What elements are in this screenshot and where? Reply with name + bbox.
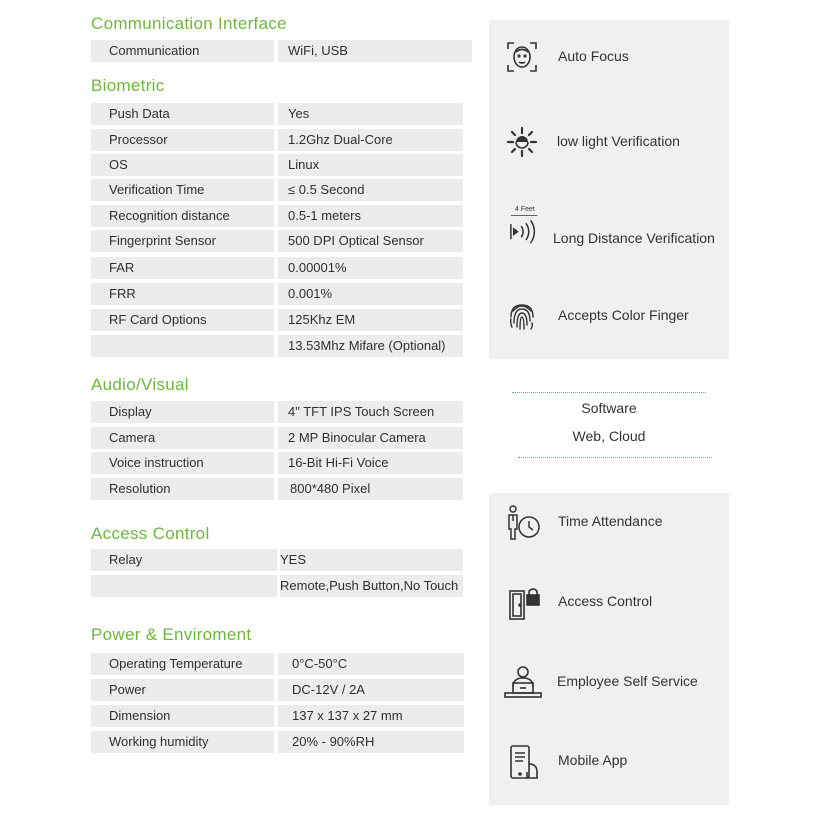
spec-value: 20% - 90%RH <box>278 731 464 753</box>
employee-desk-icon <box>503 665 543 701</box>
spec-label: OS <box>91 154 274 176</box>
spec-label: Working humidity <box>91 731 274 753</box>
spec-value: 0.001% <box>278 283 463 305</box>
spec-value: 125Khz EM <box>278 309 463 331</box>
spec-label: Camera <box>91 427 274 449</box>
feature-label: Long Distance Verification <box>553 230 715 246</box>
distance-caption: 4 Feet <box>515 206 535 213</box>
spec-label: Voice instruction <box>91 452 274 474</box>
spec-label: Dimension <box>91 705 274 727</box>
feature-label: Accepts Color Finger <box>558 307 689 323</box>
section-title-communication: Communication Interface <box>91 14 287 33</box>
software-label: Software <box>581 400 637 416</box>
spec-value: DC-12V / 2A <box>278 679 464 701</box>
spec-value: 1.2Ghz Dual-Core <box>278 129 463 151</box>
mobile-app-icon <box>507 744 541 780</box>
spec-value: 16-Bit Hi-Fi Voice <box>278 452 463 474</box>
software-divider-top <box>512 392 706 393</box>
spec-label: Display <box>91 401 274 423</box>
feature-employee-self-service <box>489 663 729 703</box>
low-light-icon <box>505 125 539 159</box>
fingerprint-icon <box>505 299 539 333</box>
section-title-power: Power & Enviroment <box>91 625 252 644</box>
feature-mobile-app <box>489 742 729 782</box>
spec-value: Yes <box>278 103 463 125</box>
section-title-audio-visual: Audio/Visual <box>91 375 189 394</box>
section-title-access-control: Access Control <box>91 524 210 543</box>
spec-value: 0.00001% <box>278 257 463 279</box>
spec-label: Relay <box>91 549 277 571</box>
section-title-biometric: Biometric <box>91 76 165 95</box>
face-focus-icon <box>505 40 539 74</box>
spec-value: 800*480 Pixel <box>278 478 463 500</box>
spec-label: Fingerprint Sensor <box>91 230 274 252</box>
spec-label: Power <box>91 679 274 701</box>
spec-value: 0.5-1 meters <box>278 205 463 227</box>
feature-access-control <box>489 583 729 623</box>
spec-value: ≤ 0.5 Second <box>278 179 463 201</box>
features-panel-top <box>489 20 729 359</box>
spec-value: Linux <box>278 154 463 176</box>
spec-value: WiFi, USB <box>278 40 472 62</box>
feature-label: low light Verification <box>557 133 680 149</box>
feature-auto-focus <box>489 38 729 78</box>
spec-label: Communication <box>91 40 274 62</box>
feature-label: Access Control <box>558 593 653 609</box>
feature-label: Time Attendance <box>558 513 663 529</box>
access-door-icon <box>507 585 543 621</box>
spec-value: 2 MP Binocular Camera <box>278 427 463 449</box>
spec-value: YES <box>280 549 463 571</box>
spec-label: FRR <box>91 283 274 305</box>
spec-label: Verification Time <box>91 179 274 201</box>
spec-label: Recognition distance <box>91 205 274 227</box>
software-divider-bottom <box>518 457 712 458</box>
features-panel-bottom <box>489 493 729 805</box>
feature-low-light <box>489 123 729 163</box>
spec-value: 13.53Mhz Mifare (Optional) <box>278 335 463 357</box>
software-value: Web, Cloud <box>572 428 646 444</box>
feature-label: Auto Focus <box>558 48 629 64</box>
spec-label <box>91 335 274 357</box>
spec-value: 500 DPI Optical Sensor <box>278 230 463 252</box>
spec-label: FAR <box>91 257 274 279</box>
feature-long-distance <box>489 206 729 246</box>
spec-value: 0°C-50°C <box>278 653 464 675</box>
spec-value: Remote,Push Button,No Touch <box>280 575 463 597</box>
spec-value: 137 x 137 x 27 mm <box>278 705 464 727</box>
feature-time-attendance <box>489 503 729 543</box>
spec-value: 4" TFT IPS Touch Screen <box>278 401 463 423</box>
feature-label: Mobile App <box>558 752 628 768</box>
spec-label: Resolution <box>91 478 274 500</box>
spec-label: Processor <box>91 129 274 151</box>
spec-label: Operating Temperature <box>91 653 274 675</box>
time-attendance-icon <box>505 505 541 541</box>
spec-label: Push Data <box>91 103 274 125</box>
feature-color-finger <box>489 297 729 337</box>
spec-label <box>91 575 277 597</box>
spec-label: RF Card Options <box>91 309 274 331</box>
feature-label: Employee Self Service <box>557 673 698 689</box>
